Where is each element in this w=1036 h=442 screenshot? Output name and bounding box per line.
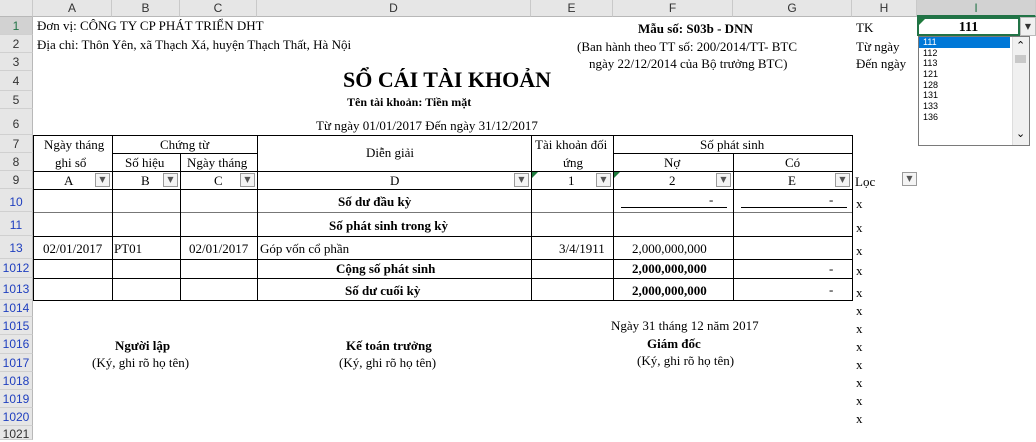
filter-label-2: 2 [669,173,676,188]
loc-x-1019: x [856,393,863,408]
entry-no: 2,000,000,000 [632,241,707,256]
loc-x-10: x [856,196,863,211]
entry-so-hieu: PT01 [114,241,143,256]
row-header-9[interactable]: 9 [0,171,33,189]
row-header-11[interactable]: 11 [0,212,33,236]
row-header-1020[interactable]: 1020 [0,408,33,426]
don-vi-text: Đơn vị: CÔNG TY CP PHÁT TRIỂN DHT [37,18,264,33]
so-phat-sinh-trong-ky-label: Số phát sinh trong kỳ [329,218,448,233]
filter-button-a[interactable]: ▼ [95,173,110,187]
ngay-ban-hanh-text: ngày 22/12/2014 của Bộ trưởng BTC) [589,56,788,71]
ten-tai-khoan: Tên tài khoản: Tiền mặt [347,95,472,109]
scroll-down-icon[interactable]: ⌄ [1016,127,1026,140]
row-header-4[interactable]: 4 [0,71,33,91]
giam-doc-label: Giám đốc [647,336,701,351]
nguoi-lap-sign-note: (Ký, ghi rõ họ tên) [92,355,190,370]
dropdown-option[interactable]: 131 [923,90,939,101]
cuoi-ky-co-dash: - [829,282,834,297]
dropdown-option[interactable]: 113 [923,58,938,69]
cong-no-value: 2,000,000,000 [632,261,707,276]
filter-button-1[interactable]: ▼ [596,173,611,187]
row-header-1012[interactable]: 1012 [0,259,33,278]
dropdown-option[interactable]: 112 [923,47,938,58]
tu-ngay-label: Từ ngày [856,39,900,54]
loc-x-1013: x [856,285,863,300]
row-header-8[interactable]: 8 [0,153,33,171]
dropdown-option[interactable]: 136 [923,111,939,122]
loc-x-1020: x [856,411,863,426]
header-ngay-thang: Ngày tháng [44,137,105,152]
dropdown-option[interactable]: 111 [919,37,1010,48]
cong-co-dash: - [829,261,834,276]
row-header-1019[interactable]: 1019 [0,390,33,408]
row-header-1021[interactable]: 1021 [0,426,33,440]
col-header-i[interactable]: I [917,0,1036,17]
row-header-5[interactable]: 5 [0,91,33,109]
tk-label: TK [856,20,874,35]
row-header-13[interactable]: 13 [0,236,33,259]
loc-filter-button[interactable]: ▼ [902,172,917,186]
dau-ky-co-dash: - [829,192,834,207]
col-header-a[interactable]: A [33,0,112,17]
mau-so-text: Mẫu số: S03b - DNN [638,21,753,36]
col-header-g[interactable]: G [733,0,852,17]
row-header-1017[interactable]: 1017 [0,354,33,372]
loc-x-1017: x [856,357,863,372]
header-ngay-thang-ct: Ngày tháng [187,155,248,170]
filter-label-b: B [141,173,150,188]
dropdown-scrollbar[interactable] [1012,37,1029,145]
header-chung-tu: Chứng từ [160,137,210,152]
loc-x-1014: x [856,303,863,318]
entry-ngay-ghi-so: 02/01/2017 [43,241,103,256]
cell-comment-marker [614,172,620,178]
filter-label-1: 1 [568,173,575,188]
tk-dropdown-button[interactable]: ▼ [1020,17,1036,36]
header-ung: ứng [563,155,584,170]
header-tk-doi: Tài khoản đối [535,137,608,152]
row-header-10[interactable]: 10 [0,189,33,212]
tk-value-cell[interactable] [917,17,1020,36]
header-ghi-so: ghi sổ [55,155,87,170]
header-co: Có [785,155,801,170]
loc-x-13: x [856,243,863,258]
filter-button-e[interactable]: ▼ [835,173,850,187]
header-so-hieu: Số hiệu [125,155,165,170]
dropdown-option[interactable]: 121 [923,69,939,80]
dau-ky-no-dash: - [709,192,714,207]
header-dien-giai: Diễn giải [366,145,415,160]
so-du-cuoi-ky-label: Số dư cuối kỳ [345,283,421,298]
so-du-dau-ky-label: Số dư đầu kỳ [338,194,412,209]
loc-x-1018: x [856,375,863,390]
loc-x-1015: x [856,321,863,336]
filter-label-c: C [214,173,223,188]
corner-cell[interactable] [0,0,33,17]
ban-hanh-text: (Ban hành theo TT số: 200/2014/TT- BTC [577,39,798,54]
filter-button-b[interactable]: ▼ [163,173,178,187]
entry-dien-giai: Góp vốn cổ phần [260,241,350,256]
entry-ngay-thang: 02/01/2017 [189,241,249,256]
row-header-6[interactable]: 6 [0,109,33,135]
giam-doc-sign-note: (Ký, ghi rõ họ tên) [637,353,735,368]
row-header-1015[interactable]: 1015 [0,317,33,335]
col-header-d[interactable]: D [257,0,531,17]
scroll-thumb[interactable] [1015,55,1026,63]
row-header-1013[interactable]: 1013 [0,278,33,300]
loc-x-11: x [856,220,863,235]
ke-toan-truong-label: Kế toán trưởng [346,338,432,353]
col-header-f[interactable]: F [613,0,733,17]
filter-button-2[interactable]: ▼ [716,173,731,187]
ke-toan-truong-sign-note: (Ký, ghi rõ họ tên) [339,355,437,370]
row-header-1014[interactable]: 1014 [0,300,33,317]
dropdown-option[interactable]: 133 [923,101,939,112]
date-range-text: Từ ngày 01/01/2017 Đến ngày 31/12/2017 [316,118,538,133]
loc-label: Lọc [855,174,876,189]
dia-chi-text: Địa chỉ: Thôn Yên, xã Thạch Xá, huyện Thạch Thất, Hà Nội [37,37,352,52]
entry-tk-doi-ung: 3/4/1911 [559,241,605,256]
filter-label-a: A [64,173,74,188]
cuoi-ky-no-value: 2,000,000,000 [632,283,707,298]
row-header-1016[interactable]: 1016 [0,335,33,354]
filter-label-e: E [788,173,796,188]
row-header-7[interactable]: 7 [0,135,33,153]
filter-button-d[interactable]: ▼ [514,173,529,187]
cong-so-phat-sinh-label: Cộng số phát sinh [336,261,436,276]
filter-label-d: D [390,173,400,188]
col-header-h[interactable]: H [852,0,917,17]
col-header-e[interactable]: E [531,0,613,17]
page-title: SỔ CÁI TÀI KHOẢN [343,67,552,92]
tk-value: 111 [958,20,979,35]
cell-comment-marker [919,19,925,25]
filter-button-c[interactable]: ▼ [240,173,255,187]
col-header-c[interactable]: C [180,0,257,17]
tk-dropdown-list[interactable] [918,36,1030,146]
cell-comment-marker [532,172,538,178]
loc-x-1012: x [856,263,863,278]
row-header-2[interactable]: 2 [0,35,33,53]
row-header-1[interactable]: 1 [0,17,33,35]
header-no: Nợ [664,155,681,170]
header-so-phat-sinh: Số phát sinh [700,137,765,152]
loc-x-1016: x [856,339,863,354]
scroll-up-icon[interactable]: ⌃ [1016,39,1026,52]
den-ngay-label: Đến ngày [856,56,907,71]
col-header-b[interactable]: B [112,0,180,17]
row-header-1018[interactable]: 1018 [0,372,33,390]
footer-date: Ngày 31 tháng 12 năm 2017 [611,318,759,333]
row-header-3[interactable]: 3 [0,53,33,71]
nguoi-lap-label: Người lập [115,338,171,353]
dropdown-option[interactable]: 128 [923,79,939,90]
